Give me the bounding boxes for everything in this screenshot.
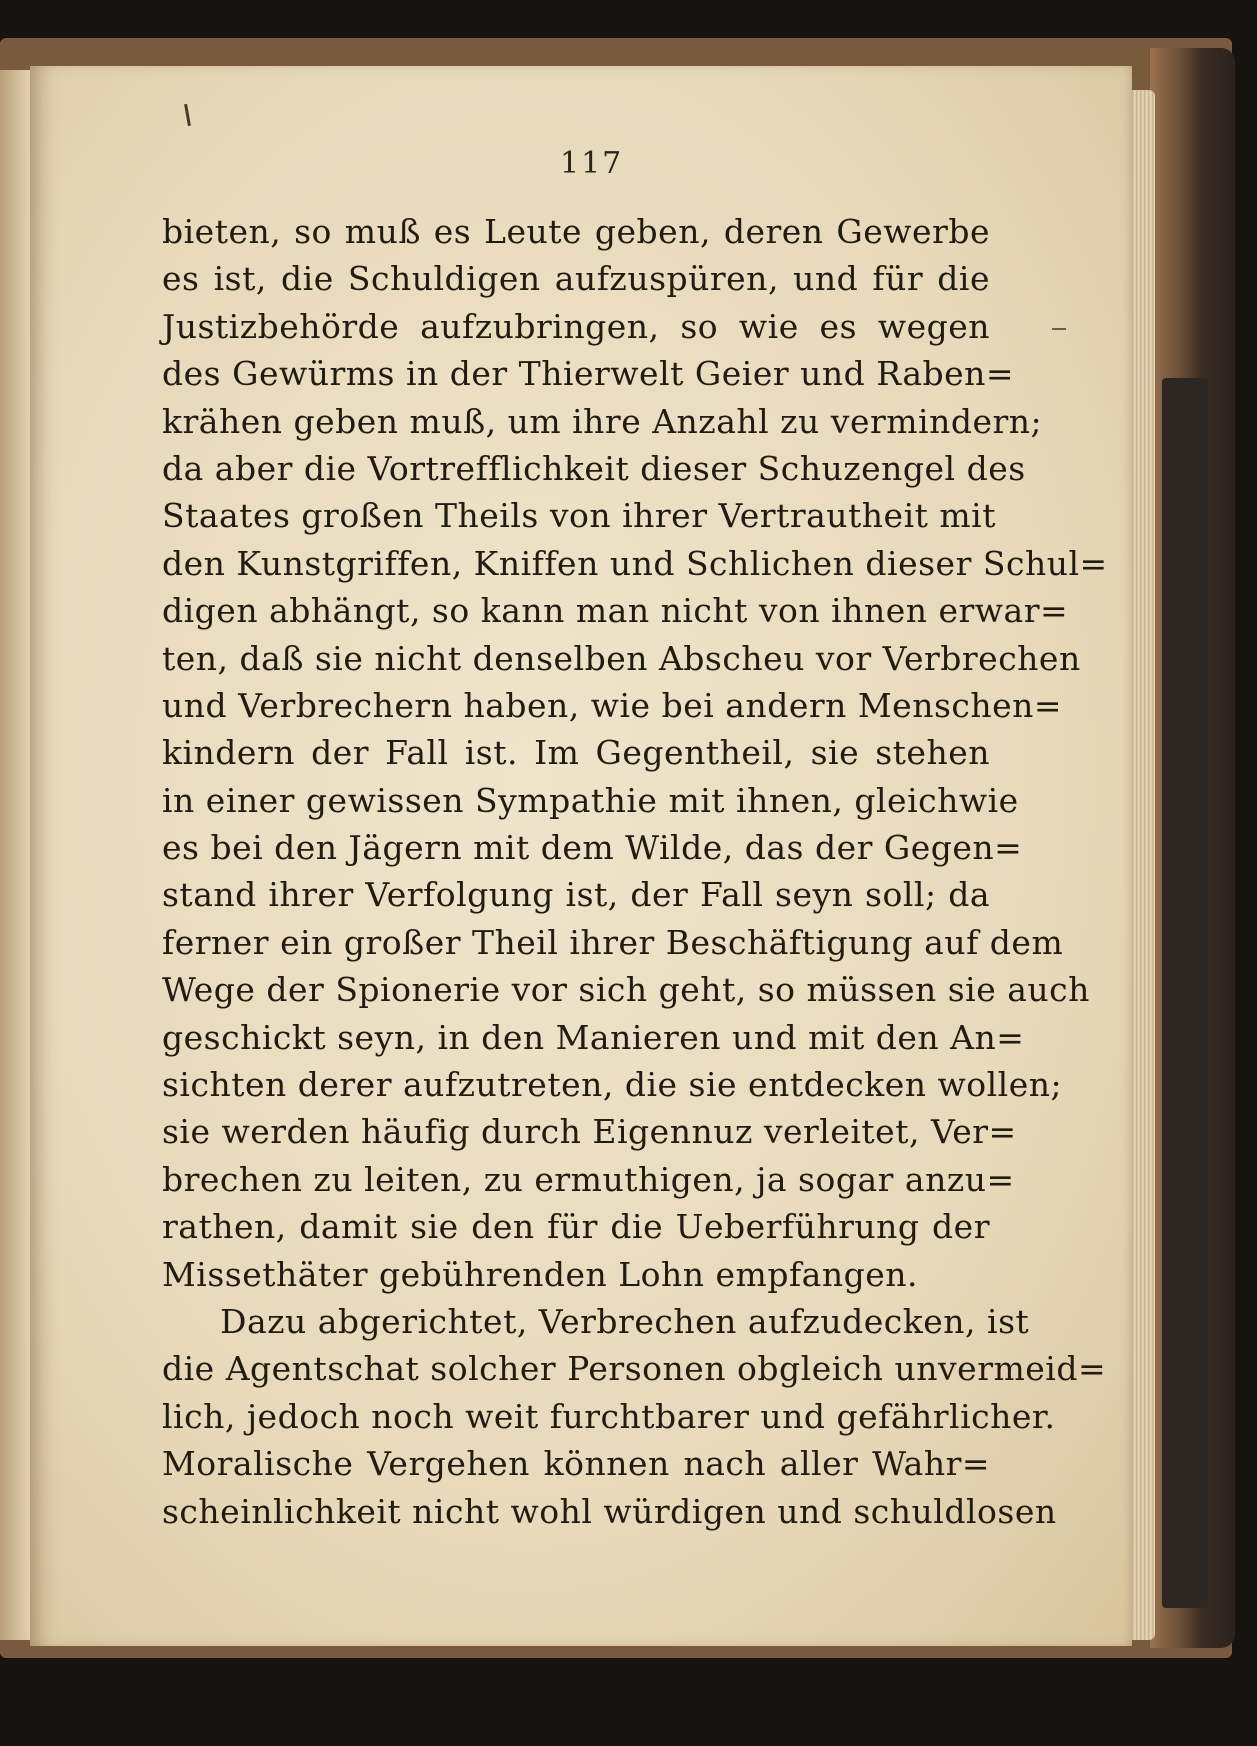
book-spine: [1150, 48, 1235, 1648]
text-line: sichten derer aufzutreten, die sie entdecken wollen;: [162, 1065, 1063, 1105]
text-line: kindern der Fall ist. Im Gegentheil, sie stehen: [162, 733, 990, 773]
text-line: sie werden häufig durch Eigennuz verleitet, Ver=: [162, 1112, 1017, 1152]
text-line: krähen geben muß, um ihre Anzahl zu vermindern;: [162, 401, 1043, 441]
text-line: rathen, damit sie den für die Ueberführung der: [162, 1207, 990, 1247]
text-line: es ist, die Schuldigen aufzuspüren, und für die: [162, 259, 990, 299]
text-line: lich, jedoch noch weit furchtbarer und gefährlicher.: [162, 1396, 1056, 1436]
text-line: digen abhängt, so kann man nicht von ihnen erwar=: [162, 591, 1069, 631]
text-line: Moralische Vergehen können nach aller Wahr=: [162, 1444, 990, 1484]
text-line: Staates großen Theils von ihrer Vertrautheit mit: [162, 496, 996, 536]
text-line: Missethäter gebührenden Lohn empfangen.: [162, 1254, 918, 1294]
text-line: brechen zu leiten, zu ermuthigen, ja sogar anzu=: [162, 1159, 1015, 1199]
body-text: [162, 208, 1108, 1535]
text-line: ferner ein großer Theil ihrer Beschäftigung auf dem: [162, 922, 1064, 962]
text-line: da aber die Vortrefflichkeit dieser Schuzengel des: [162, 448, 1026, 488]
text-line: geschickt seyn, in den Manieren und mit den An=: [162, 1017, 1025, 1057]
text-line: und Verbrechern haben, wie bei andern Menschen=: [162, 685, 1063, 725]
page-number: 117: [560, 146, 624, 181]
facing-page-edge: [0, 70, 30, 1640]
text-line: den Kunstgriffen, Kniffen und Schlichen dieser Schul=: [162, 543, 1108, 583]
text-line: es bei den Jägern mit dem Wilde, das der Gegen=: [162, 828, 1023, 868]
text-line: stand ihrer Verfolgung ist, der Fall seyn soll; da: [162, 875, 990, 915]
text-line: des Gewürms in der Thierwelt Geier und Raben=: [162, 354, 1015, 394]
text-line: Wege der Spionerie vor sich geht, so müssen sie auch: [162, 970, 1090, 1010]
text-line: scheinlichkeit nicht wohl würdigen und schuldlosen: [162, 1491, 1057, 1531]
spine-label-strip: [1162, 378, 1208, 1608]
text-line: ten, daß sie nicht denselben Abscheu vor Verbrechen: [162, 638, 1081, 678]
text-line: bieten, so muß es Leute geben, deren Gewerbe: [162, 212, 990, 251]
text-line: Justizbehörde aufzubringen, so wie es wegen: [162, 306, 990, 346]
margin-mark: [1052, 328, 1066, 330]
text-line: in einer gewissen Sympathie mit ihnen, gleichwie: [162, 780, 1019, 820]
text-line: Dazu abgerichtet, Verbrechen aufzudecken, ist: [220, 1301, 1030, 1341]
text-line: die Agentschat solcher Personen obgleich unvermeid=: [162, 1349, 1107, 1389]
